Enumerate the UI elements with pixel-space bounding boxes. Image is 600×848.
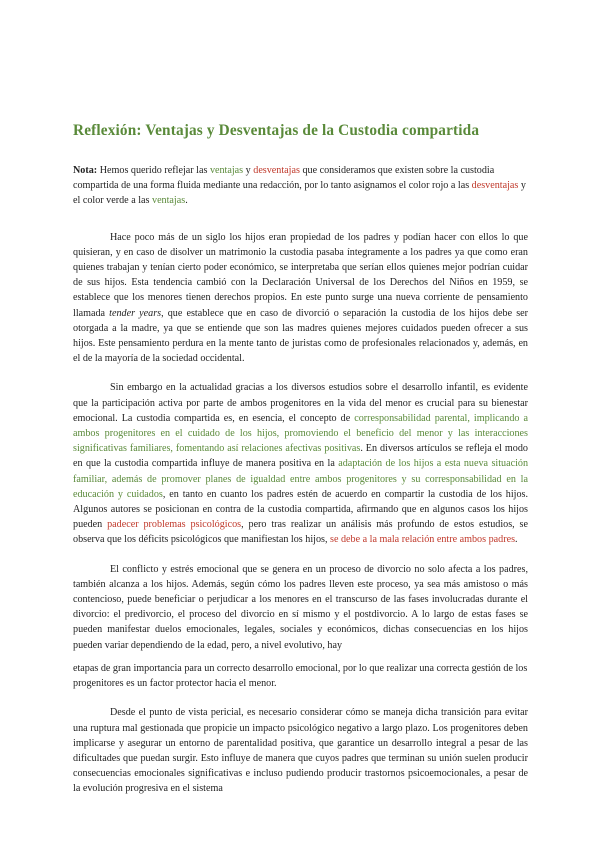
- paragraph-2: [73, 380, 528, 547]
- paragraph-1: [73, 230, 528, 367]
- paragraph-text: , en tanto en cuanto los padres estén de acuerdo en compartir la custodia de los hijos. Algunos autores se posicionan en contra de la custodia compartida, afirmando que en algunos casos los hijos pueden: [73, 488, 529, 531]
- note-text: .: [185, 195, 188, 207]
- note-label: Nota:: [73, 165, 98, 176]
- note-ventajas: ventajas: [209, 165, 244, 176]
- paragraph-4: etapas de gran importancia para un correcto desarrollo emocional, por lo que realizar una correcta gestión de los progenitores es un factor protector hacia el menor.: [73, 662, 528, 690]
- note-text: que consideramos que existen sobre la custodia compartida de una forma fluida mediante una redacción, por lo tanto asignamos el color rojo a las: [73, 165, 495, 192]
- note-desventajas-2: desventajas: [471, 180, 519, 192]
- paragraph-3: El conflicto y estrés emocional que se genera en un proceso de divorcio no solo afecta a los padres, también alcanza a los hijos. Además, según cómo los padres lleven este proceso, ya sea más amistoso o más contencioso, puede beneficiar o perjudicar a los menores en el transcurso de las fases involucradas durante el divorcio: el predivorcio, el proceso del divorcio en sí mismo y el postdivorcio. A lo largo de estas fases se pueden manifestar duelos emocionales, legales, sociales y económicos, dichas consecuencias en los hijos pueden variar dependiendo de la edad, pero, a nivel evolutivo, hay: [73, 563, 528, 651]
- note-text: y el color verde a las: [73, 180, 526, 207]
- paragraph-text: , que establece que en caso de divorció o separación la custodia de los hijos debe ser otorgada a la madre, ya que se entiende que son las madres quienes mejores cuidados pueden ofrecer a sus hijos. Este pensamiento perdura en la mente tanto de juristas como de profesionales relacionados y, además, en el de la mayoría de la sociedad occidental.: [73, 307, 528, 365]
- paragraph-text: Hace poco más de un siglo los hijos eran propiedad de los padres y podían hacer con ellos lo que quisieran, y en caso de disolver un matrimonio la custodia pasaba íntegramente a los padres ya que como eran quienes trabajan y tenían cierto poder económico, se interpretaba que serían ellos quienes mejor podrían cuidar de sus hijos. Esta tendencia cambió con la Declaración Universal de los Derechos del Niños en 1959, se establece que los menores tienen derechos propios. En este punto surge una nueva corriente de pensamiento llamada: [73, 231, 528, 319]
- page-title: Reflexión: Ventajas y Desventajas de la Custodia compartida: [73, 122, 480, 139]
- paragraph-text: , pero tras realizar un análisis más profundo de estos estudios, se observa que los déficits psicológicos que manifiestan los hijos,: [73, 519, 528, 546]
- paragraph-5: Desde el punto de vista pericial, es necesario considerar cómo se maneja dicha transición para evitar una ruptura mal gestionada que propicie un impacto psicológico negativo a largo plazo. Los progenitores deben implicarse y asegurar un entorno de parentalidad positiva, que garantice un desarrollo integral a pesar de las dificultades que puedan surgir. Esto influye de manera que cuyos padres que terminan su unión suelen producir consecuencias emocionales significativas e incluso pudiendo producir trastornos psicoemocionales, a pesar de la evolución progresiva en el sistema: [73, 707, 528, 795]
- note-paragraph: [73, 163, 528, 209]
- note-text: y: [243, 165, 254, 176]
- note-ventajas-2: ventajas: [152, 195, 186, 207]
- disadvantage-text: padecer problemas psicológicos: [107, 519, 242, 531]
- disadvantage-text: se debe a la mala relación entre ambos padres: [330, 534, 516, 546]
- paragraph-text: .: [515, 534, 518, 546]
- paragraph-text: Sin embargo en la actualidad gracias a los diversos estudios sobre el desarrollo infantil, es evidente que la participación activa por parte de ambos progenitores en la vida del menor es crucial para su bienestar emocional. La custodia compartida es, en esencia, el concepto de: [73, 382, 528, 424]
- note-text: Hemos querido reflejar las: [97, 165, 210, 176]
- paragraph-text: . En diversos artículos se refleja el modo en que la custodia compartida influye de manera positiva en la: [73, 443, 528, 470]
- note-desventajas: desventajas: [253, 165, 300, 176]
- tender-years-term: tender years: [109, 307, 162, 319]
- advantage-text: adaptación de los hijos a esta nueva situación familiar, además de promover planes de igualdad entre ambos progenitores y su corresponsabilidad en la educación y cuidados: [73, 458, 529, 500]
- advantage-text: corresponsabilidad parental, implicando a ambos progenitores en el cuidado de los hijos, promoviendo el beneficio del menor y las interacciones significativas familiares, fomentando así relaciones afectivas positivas: [73, 412, 528, 455]
